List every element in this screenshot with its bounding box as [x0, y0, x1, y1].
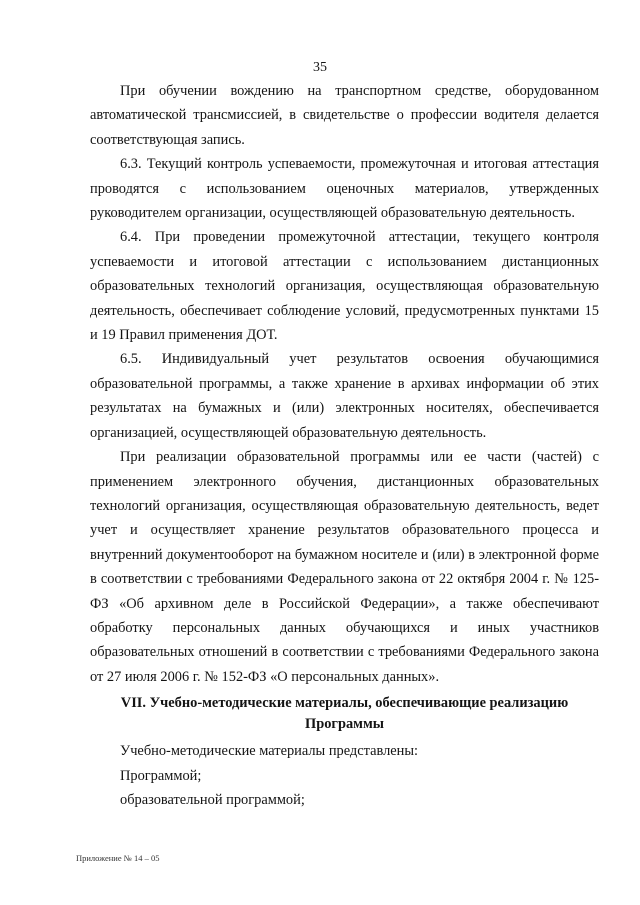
- page-number: 35: [313, 60, 327, 75]
- materials-list: [90, 739, 599, 812]
- section-heading: [90, 693, 599, 735]
- materials-item: Программой;: [120, 767, 202, 784]
- materials-item: образовательной программой;: [120, 791, 305, 808]
- paragraph-transmission-note: При обучении вождению на транспортном средстве, оборудованном автоматической трансмиссией, в свидетельстве о профессии водителя делается соответствующая запись.: [90, 83, 599, 148]
- paragraph-6-5: 6.5. Индивидуальный учет результатов освоения обучающимися образовательной программы, а также хранение в архивах информации об этих результатах на бумажных и (или) электронных носителях, обеспечивается организацией, осуществляющей образовательную деятельность.: [90, 351, 599, 441]
- section-heading-line2: Программы: [305, 716, 384, 733]
- paragraph-6-4: 6.4. При проведении промежуточной аттестации, текущего контроля успеваемости и итоговой аттестации с использованием дистанционных образовательных технологий организация, осуществляющая образовательную деятельность, обеспечивает соблюдение условий, предусмотренных пунктами 15 и 19 Правил применения ДОТ.: [90, 229, 599, 344]
- footer-note: Приложение № 14 – 05: [76, 853, 160, 863]
- paragraph-e-learning: При реализации образовательной программы или ее части (частей) с применением электронного обучения, дистанционных образовательных технологий организация, осуществляющая образовательную деятельность, ведет учет и осуществляет хранение результатов образовательного процесса и внутренний документооборот на бумажном носителе и (или) в электронной форме в соответствии с требованиями Федерального закона от 22 октября 2004 г. № 125-ФЗ «Об архивном деле в Российской Федерации», а также обеспечивают обработку персональных данных обучающихся и иных участников образовательных отношений в соответствии с требованиями Федерального закона от 27 июля 2006 г. № 152-ФЗ «О персональных данных».: [90, 449, 599, 685]
- document-body: [90, 79, 599, 812]
- materials-intro: Учебно-методические материалы представлены:: [120, 743, 419, 760]
- section-heading-line1: VII. Учебно-методические материалы, обеспечивающие реализацию: [120, 695, 569, 712]
- paragraph-6-3: 6.3. Текущий контроль успеваемости, промежуточная и итоговая аттестация проводятся с использованием оценочных материалов, утвержденных руководителем организации, осуществляющей образовательную деятельность.: [90, 156, 599, 222]
